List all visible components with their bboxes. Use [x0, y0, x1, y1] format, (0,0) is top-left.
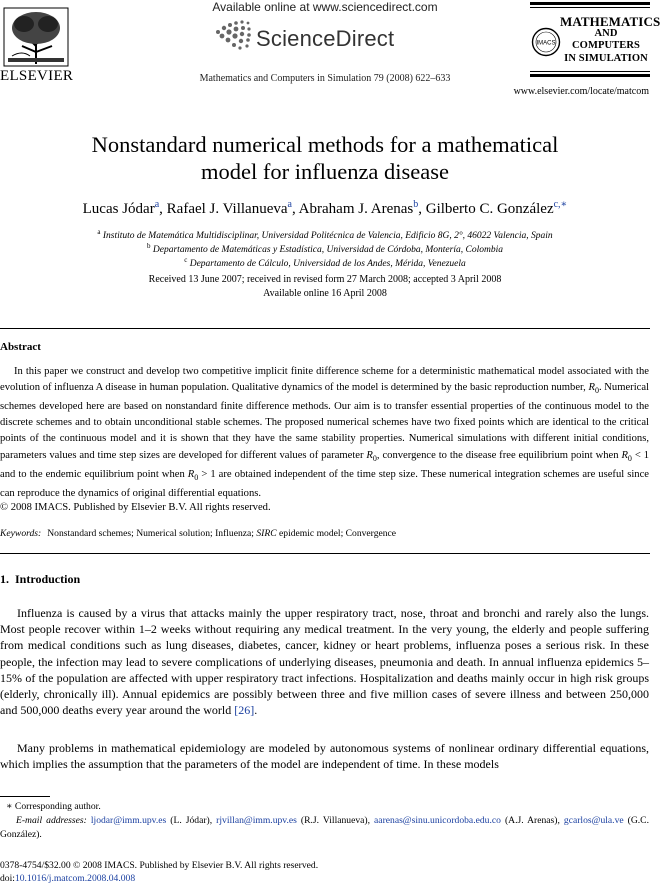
- imacs-seal-icon: [531, 27, 561, 57]
- author-name: Gilberto C. González: [425, 201, 554, 217]
- author-name: Lucas Jódar: [82, 201, 155, 217]
- email-addresses: E-mail addresses: ljodar@imm.upv.es (L. Jódar), rjvillan@imm.upv.es (R.J. Villanueva), aarenas@sinu.unicordoba.edu.co (A.J. Arenas), gcarlos@ula.ve (G.C. González).: [0, 815, 649, 840]
- sciencedirect-wordmark: ScienceDirect: [256, 26, 395, 51]
- journal-rule: [530, 71, 650, 72]
- paper-title: [0, 131, 650, 185]
- affiliation-text: Departamento de Matemáticas y Estadística, Universidad de Córdoba, Montería, Colombia: [152, 245, 503, 256]
- abstract-heading: Abstract: [0, 341, 41, 353]
- intro-paragraph: Influenza is caused by a virus that attacks mainly the upper respiratory tract, nose, throat and bronchi and rarely also the lungs. Most people recover within 1–2 weeks without requiring any medical treatment. In the very young, the elderly and people suffering from medical conditions such as lung diseases, diabetes, cancer, kidney or heart problems, influenza poses a serious risk. In these people, the infection may lead to severe complications of underlying diseases, pneumonia and death. In annual influenza epidemics 5–15% of the population are affected with upper respiratory tract infections. Hospitalization and deaths mainly occur in high risk groups (elderly, chronically ill). Annual epidemics are possibly between three and five million cases of severe illness and between 250,000 and 500,000 deaths every year around the world [26].: [0, 606, 649, 718]
- footnote-rule: [0, 796, 50, 797]
- author-affil-link[interactable]: c,∗: [553, 199, 568, 210]
- journal-title-line: MATHEMATICS: [560, 14, 660, 29]
- affiliation: [0, 242, 650, 255]
- affiliation: [0, 228, 650, 241]
- journal-rule: [530, 74, 650, 77]
- keywords: Keywords: Nonstandard schemes; Numerical solution; Influenza; SIRC epidemic model; Convergence: [0, 528, 397, 539]
- received-dates: Received 13 June 2007; received in revised form 27 March 2008; accepted 3 April 2008: [148, 274, 502, 285]
- abstract-body: In this paper we construct and develop two competitive implicit finite difference scheme for a deterministic mathematical model associated with the evolution of influenza A disease in human population. Qualitative dynamics of the model is determined by the basic reproduction number, $R_0$. Numerical schemes developed here are based on nonstandard finite difference methods. Our aim is to transfer essential properties of the continuous model to the discrete schemes and to obtain unconditional stable schemes. The proposed numerical schemes have two fixed points which are identical to the critical points of the continuous model and it is shown that they have the same stability properties. Numerical simulations with different initial conditions, parameters values and time step sizes are developed for different values of parameter $R_0$, convergence to the disease free equilibrium point when $R_0 < 1$ and to the endemic equilibrium point when $R_0 > 1$ are obtained independent of the time step size. These numerical integration schemes are useful since can reproduce the dynamics of original differential equations.: [0, 366, 650, 499]
- paper-title-line: model for influenza disease: [200, 159, 450, 184]
- journal-rule: [530, 7, 650, 8]
- journal-title-block: [560, 14, 660, 65]
- journal-title-line: COMPUTERS: [572, 40, 640, 52]
- affiliation-text: Instituto de Matemática Multidisciplinar, Universidad Politécnica de Valencia, Edificio 8G, 2°, 46022 Valencia, Spain: [102, 231, 553, 242]
- doi-line: doi:10.1016/j.matcom.2008.04.008: [0, 873, 136, 884]
- email-link[interactable]: ljodar@imm.upv.es: [90, 815, 167, 826]
- email-link[interactable]: rjvillan@imm.upv.es: [216, 815, 297, 826]
- imacs-label: IMACS: [536, 40, 556, 47]
- affiliation: [0, 256, 650, 269]
- available-online-text: Available online at www.sciencedirect.com: [212, 0, 438, 14]
- author-name: Abraham J. Arenas: [298, 201, 414, 217]
- affiliation-text: Departamento de Cálculo, Universidad de los Andes, Mérida, Venezuela: [189, 259, 466, 270]
- journal-citation-line: Mathematics and Computers in Simulation 79 (2008) 622–633: [199, 73, 451, 84]
- section-rule: [0, 328, 650, 329]
- author-affil-link[interactable]: a: [287, 199, 292, 210]
- paper-title-line: Nonstandard numerical methods for a mathematical: [91, 132, 559, 157]
- doi-link[interactable]: 10.1016/j.matcom.2008.04.008: [14, 873, 136, 884]
- author-affil-link[interactable]: a: [154, 199, 160, 210]
- email-link[interactable]: aarenas@sinu.unicordoba.edu.co: [374, 815, 501, 826]
- affiliation-marker: c: [184, 256, 188, 264]
- affiliation-marker: b: [147, 242, 151, 250]
- corresponding-author-note: ∗ Corresponding author.: [6, 801, 101, 812]
- author-list: Lucas Jódar$^a$, Rafael J. Villanueva$^a$, Abraham J. Arenas$^b$, Gilberto C. González$^{c,∗}$: [82, 199, 568, 217]
- intro-paragraph: Many problems in mathematical epidemiology are modeled by autonomous systems of nonlinear ordinary differential equations, which implies the assumption that the parameters of the model are independent of time. In these models: [0, 741, 649, 772]
- section-rule: [0, 553, 650, 554]
- citation-link[interactable]: [26]: [234, 703, 255, 718]
- keywords-label: Keywords:: [0, 528, 42, 539]
- available-online-date: Available online 16 April 2008: [263, 288, 387, 299]
- journal-rule: [530, 2, 650, 5]
- issn-line: 0378-4754/$32.00 © 2008 IMACS. Published by Elsevier B.V. All rights reserved.: [0, 860, 319, 871]
- journal-title-line: AND: [594, 28, 618, 40]
- affiliation-marker: a: [97, 228, 101, 236]
- elsevier-wordmark: ELSEVIER: [0, 68, 74, 84]
- copyright-notice: © 2008 IMACS. Published by Elsevier B.V. All rights reserved.: [0, 502, 271, 513]
- journal-title-line: IN SIMULATION: [564, 52, 648, 64]
- journal-url[interactable]: www.elsevier.com/locate/matcom: [513, 86, 649, 97]
- author-name: Rafael J. Villanueva: [166, 201, 288, 217]
- author-affil-link[interactable]: b: [413, 199, 419, 210]
- email-link[interactable]: gcarlos@ula.ve: [563, 815, 624, 826]
- section-heading-introduction: 1. Introduction: [0, 572, 81, 586]
- elsevier-tree-logo-icon: [2, 6, 70, 68]
